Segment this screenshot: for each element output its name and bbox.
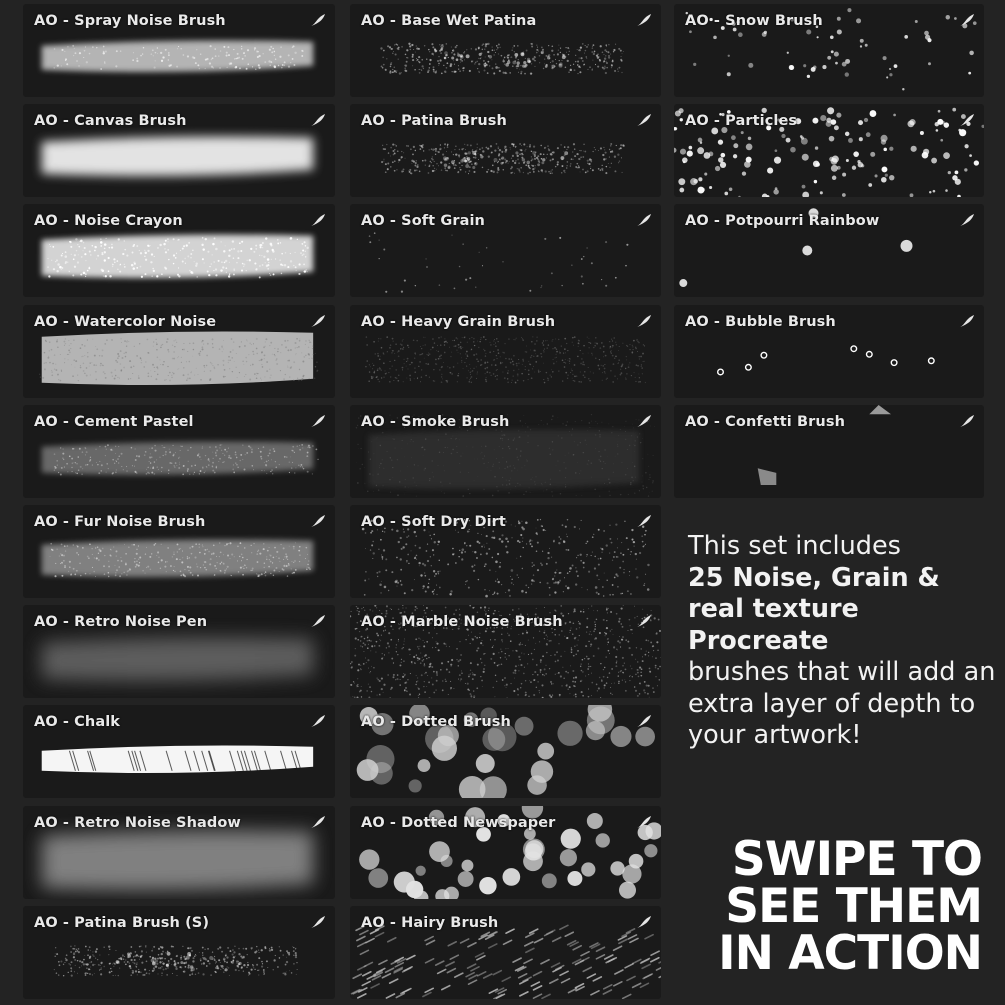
brush-tile[interactable] <box>674 305 984 398</box>
brush-stroke-icon[interactable] <box>309 513 327 529</box>
promo-text <box>688 531 998 752</box>
brush-tile[interactable] <box>350 906 661 999</box>
brush-stroke-icon[interactable] <box>958 413 976 429</box>
brush-stroke-icon[interactable] <box>958 112 976 128</box>
brush-tile[interactable] <box>674 204 984 297</box>
brush-stroke-icon[interactable] <box>635 914 653 930</box>
cta-line-1: SWIPE TO <box>731 832 982 887</box>
brush-tile[interactable] <box>23 705 335 798</box>
brush-name: AO - Hairy Brush <box>361 915 499 931</box>
brush-name: AO - Noise Crayon <box>34 213 183 229</box>
brush-name: AO - Patina Brush (S) <box>34 915 210 931</box>
brush-stroke-icon[interactable] <box>635 814 653 830</box>
brush-name: AO - Smoke Brush <box>361 414 510 430</box>
brush-tile[interactable] <box>350 605 661 698</box>
brush-stroke-icon[interactable] <box>635 413 653 429</box>
brush-stroke-icon[interactable] <box>309 613 327 629</box>
brush-stroke-icon[interactable] <box>635 713 653 729</box>
brush-stroke-icon[interactable] <box>958 313 976 329</box>
brush-tile[interactable] <box>674 405 984 498</box>
brush-stroke-icon[interactable] <box>309 914 327 930</box>
brush-name: AO - Soft Grain <box>361 213 485 229</box>
brush-stroke-icon[interactable] <box>635 212 653 228</box>
brush-name: AO - Particles <box>685 113 798 129</box>
brush-tile[interactable] <box>674 104 984 197</box>
brush-tile[interactable] <box>350 305 661 398</box>
brush-name: AO - Confetti Brush <box>685 414 845 430</box>
promo-line-1: This set includes <box>688 531 901 561</box>
brush-name: AO - Retro Noise Pen <box>34 614 208 630</box>
brush-stroke-icon[interactable] <box>635 313 653 329</box>
brush-tile[interactable] <box>350 204 661 297</box>
brush-tile[interactable] <box>350 405 661 498</box>
brush-name: AO - Canvas Brush <box>34 113 187 129</box>
brush-stroke-icon[interactable] <box>958 12 976 28</box>
brush-stroke-icon[interactable] <box>309 12 327 28</box>
brush-tile[interactable] <box>23 405 335 498</box>
brush-stroke-icon[interactable] <box>309 814 327 830</box>
brush-name: AO - Chalk <box>34 714 121 730</box>
cta-line-3: IN ACTION <box>718 926 982 981</box>
cta-line-2: SEE THEM <box>725 879 982 934</box>
brush-name: AO - Bubble Brush <box>685 314 836 330</box>
brush-stroke-icon[interactable] <box>635 112 653 128</box>
brush-name: AO - Fur Noise Brush <box>34 514 206 530</box>
brush-name: AO - Watercolor Noise <box>34 314 217 330</box>
brush-tile[interactable] <box>23 605 335 698</box>
brush-stroke-icon[interactable] <box>309 713 327 729</box>
brush-stroke-icon[interactable] <box>309 413 327 429</box>
brush-name: AO - Soft Dry Dirt <box>361 514 506 530</box>
promo-line-2: brushes that will add an extra layer of depth to your artwork! <box>688 657 996 750</box>
brush-name: AO - Potpourri Rainbow <box>685 213 880 229</box>
brush-tile[interactable] <box>23 806 335 899</box>
promo-highlight: 25 Noise, Grain & real texture Procreate <box>688 562 940 656</box>
brush-tile[interactable] <box>350 104 661 197</box>
brush-tile[interactable] <box>350 505 661 598</box>
brush-stroke-icon[interactable] <box>635 613 653 629</box>
brush-name: AO - Spray Noise Brush <box>34 13 226 29</box>
brush-tile[interactable] <box>674 4 984 97</box>
brush-tile[interactable] <box>23 4 335 97</box>
brush-name: AO - Marble Noise Brush <box>361 614 563 630</box>
brush-name: AO - Patina Brush <box>361 113 507 129</box>
brush-tile[interactable] <box>23 505 335 598</box>
brush-tile[interactable] <box>350 4 661 97</box>
brush-name: AO - Dotted Newspaper <box>361 815 556 831</box>
brush-tile[interactable] <box>23 104 335 197</box>
brush-tile[interactable] <box>350 705 661 798</box>
brush-name: AO - Retro Noise Shadow <box>34 815 241 831</box>
brush-name: AO - Dotted Brush <box>361 714 511 730</box>
brush-tile[interactable] <box>350 806 661 899</box>
brush-tile[interactable] <box>23 204 335 297</box>
brush-stroke-icon[interactable] <box>309 212 327 228</box>
brush-stroke-icon[interactable] <box>309 112 327 128</box>
brush-stroke-icon[interactable] <box>635 513 653 529</box>
brush-stroke-icon[interactable] <box>309 313 327 329</box>
brush-name: AO - Cement Pastel <box>34 414 194 430</box>
brush-name: AO - Snow Brush <box>685 13 823 29</box>
swipe-cta <box>682 832 982 981</box>
brush-tile[interactable] <box>23 906 335 999</box>
brush-tile[interactable] <box>23 305 335 398</box>
brush-name: AO - Heavy Grain Brush <box>361 314 556 330</box>
brush-stroke-icon[interactable] <box>958 212 976 228</box>
brush-stroke-icon[interactable] <box>635 12 653 28</box>
brush-name: AO - Base Wet Patina <box>361 13 537 29</box>
